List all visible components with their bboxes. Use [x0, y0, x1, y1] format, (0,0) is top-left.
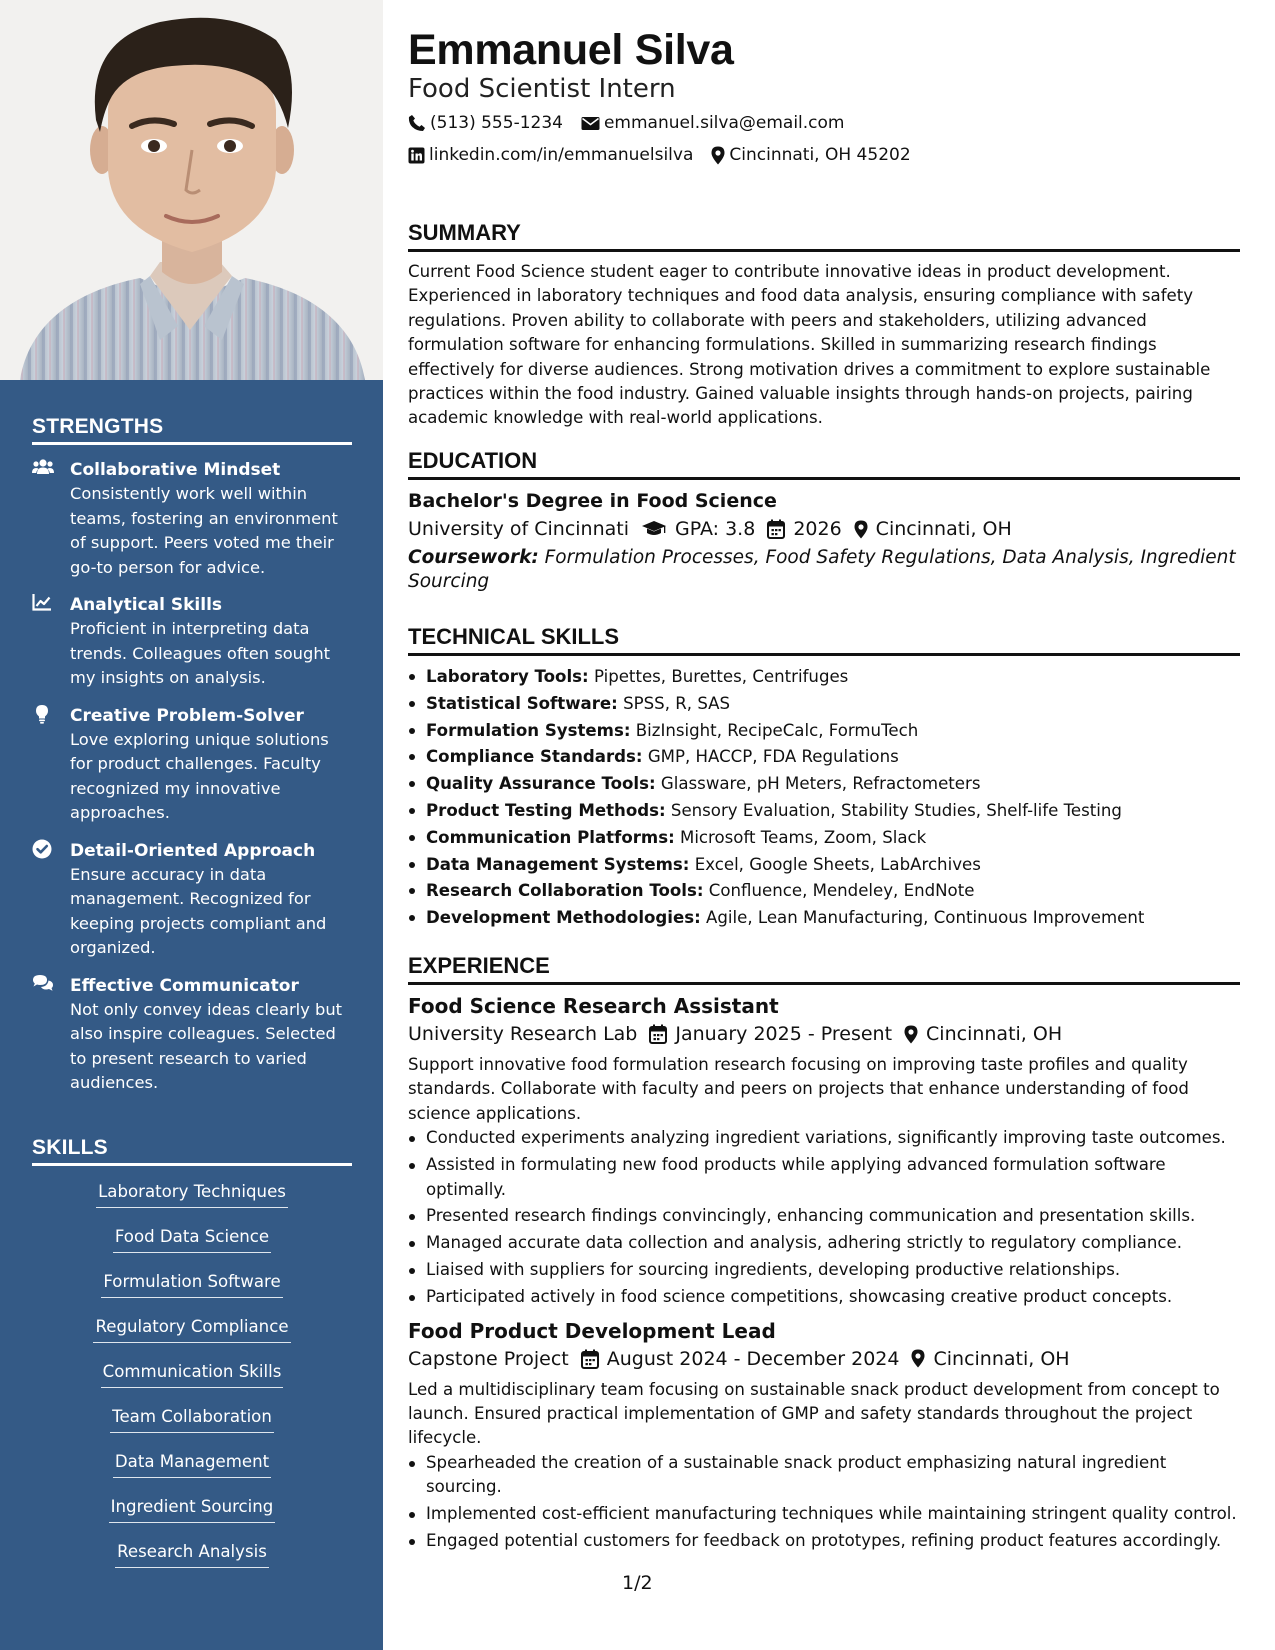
summary-heading: SUMMARY [408, 220, 1240, 252]
linkedin-link[interactable]: linkedin.com/in/emmanuelsilva [429, 145, 694, 165]
list-item: Conducted experiments analyzing ingredient variations, significantly improving taste outcomes. [408, 1126, 1240, 1150]
graduation-year: 2026 [793, 518, 842, 540]
coursework-label: Coursework: [408, 547, 539, 568]
strength-description: Love exploring unique solutions for product challenges. Faculty recognized my innovative approaches. [70, 729, 329, 822]
strength-item [32, 704, 352, 826]
job-meta [408, 1348, 1240, 1370]
chart-line-icon [32, 593, 54, 615]
education-meta [408, 518, 1240, 540]
users-icon [32, 458, 54, 480]
graduation-cap-icon [641, 520, 667, 538]
strength-title: Detail-Oriented Approach [70, 840, 316, 861]
list-item [408, 691, 1240, 718]
skill-tag: Laboratory Techniques [96, 1172, 288, 1208]
skill-category: Formulation Systems: [426, 720, 631, 740]
experience-section [408, 953, 1240, 1556]
skill-values: BizInsight, RecipeCalc, FormuTech [635, 720, 919, 740]
list-item [408, 825, 1240, 852]
contact-row [408, 113, 862, 133]
technical-skills-heading: TECHNICAL SKILLS [408, 624, 1240, 656]
strength-title: Effective Communicator [70, 975, 299, 996]
skill-values: SPSS, R, SAS [623, 693, 731, 713]
check-circle-icon [32, 839, 54, 861]
lightbulb-icon [32, 704, 54, 726]
job-dates: August 2024 - December 2024 [606, 1347, 900, 1370]
skill-tag: Ingredient Sourcing [109, 1487, 276, 1523]
calendar-icon [767, 519, 785, 539]
school-name: University of Cincinnati [408, 518, 630, 540]
experience-heading: EXPERIENCE [408, 953, 1240, 985]
job-bullets [408, 1451, 1240, 1554]
list-item: Managed accurate data collection and analysis, adhering strictly to regulatory compliance. [408, 1231, 1240, 1255]
skill-tag: Communication Skills [101, 1352, 284, 1388]
job-bullets [408, 1126, 1240, 1309]
strength-item [32, 458, 352, 580]
skill-category: Communication Platforms: [426, 827, 675, 847]
job-meta [408, 1023, 1240, 1045]
sidebar [0, 0, 383, 1650]
list-item [408, 771, 1240, 798]
email-link[interactable]: emmanuel.silva@email.com [603, 113, 845, 133]
job-summary: Led a multidisciplinary team focusing on sustainable snack product development from concept to launch. Ensured practical implementation of GMP and safety standards throughout the project lifecycle. [408, 1379, 1220, 1448]
strength-title: Creative Problem-Solver [70, 705, 304, 726]
map-pin-icon [911, 1349, 925, 1368]
coursework-list: Formulation Processes, Food Safety Regulations, Data Analysis, Ingredient Sourcing [408, 547, 1236, 592]
skill-tag: Formulation Software [101, 1262, 282, 1298]
education-section [408, 448, 1240, 594]
skill-values: Pipettes, Burettes, Centrifuges [593, 667, 849, 686]
calendar-icon [649, 1024, 667, 1044]
list-item [408, 878, 1240, 905]
skill-category: Research Collaboration Tools: [426, 881, 704, 901]
skill-values: Agile, Lean Manufacturing, Continuous Improvement [706, 908, 1145, 928]
list-item [408, 664, 1240, 691]
skill-values: Microsoft Teams, Zoom, Slack [680, 827, 927, 847]
skill-category: Quality Assurance Tools: [426, 774, 656, 794]
comments-icon [32, 974, 54, 996]
job-location: Cincinnati, OH [926, 1023, 1063, 1045]
job-organization: Capstone Project [408, 1347, 569, 1370]
skill-tag: Data Management [113, 1442, 271, 1478]
list-item [408, 744, 1240, 771]
linkedin-icon [408, 147, 425, 164]
job-summary: Support innovative food formulation research focusing on improving taste profiles and quality standards. Collaborate with faculty and peers on projects that enhance understanding of food science applications. [408, 1055, 1189, 1123]
list-item: Assisted in formulating new food products while applying advanced formulation software optimally. [408, 1153, 1240, 1202]
coursework [408, 546, 1240, 594]
summary-text: Current Food Science student eager to contribute innovative ideas in product development. Experienced in laboratory techniques and food data analysis, ensuring compliance with safety regulations. Proven ability to collaborate with peers and stakeholders, utilizing advanced formulation software for enhancing formulations. Skilled in summarizing research findings effectively for diverse audiences. Strong motivation drives a commitment to explore sustainable practices within the food industry. Gained valuable insights through hands-on projects, pairing academic knowledge with real-world applications. [408, 262, 1211, 428]
phone-icon [408, 114, 426, 132]
skills-list [32, 1172, 352, 1577]
list-item [408, 852, 1240, 879]
strength-description: Consistently work well within teams, fostering an environment of support. Peers voted me their go-to person for advice. [70, 484, 338, 577]
portrait-image [0, 0, 383, 380]
strength-title: Collaborative Mindset [70, 460, 281, 480]
location-contact [711, 145, 910, 165]
list-item [408, 718, 1240, 745]
skill-category: Laboratory Tools: [426, 667, 589, 686]
strength-description: Proficient in interpreting data trends. Colleagues often sought my insights on analysis. [70, 619, 331, 687]
list-item [408, 798, 1240, 825]
technical-skills-list [408, 664, 1240, 932]
phone-contact [408, 113, 563, 133]
skill-values: Glassware, pH Meters, Refractometers [660, 774, 981, 794]
profile-photo [0, 0, 383, 380]
job-dates: January 2025 - Present [675, 1023, 893, 1045]
page-number: 1/2 [622, 1572, 653, 1594]
list-item: Spearheaded the creation of a sustainable snack product emphasizing natural ingredient sourcing. [408, 1451, 1240, 1500]
education-heading: EDUCATION [408, 448, 1240, 480]
degree-title: Bachelor's Degree in Food Science [408, 490, 777, 512]
skill-tag: Food Data Science [113, 1217, 271, 1253]
skill-tag: Research Analysis [115, 1532, 269, 1568]
skill-values: Excel, Google Sheets, LabArchives [694, 854, 981, 874]
map-pin-icon [904, 1025, 918, 1044]
location-text: Cincinnati, OH 45202 [729, 145, 911, 165]
phone-text[interactable]: (513) 555-1234 [430, 113, 563, 133]
calendar-icon [581, 1349, 599, 1369]
linkedin-contact [408, 145, 693, 165]
skill-category: Development Methodologies: [426, 908, 701, 928]
strengths-section [32, 415, 352, 1096]
skill-values: Sensory Evaluation, Stability Studies, Shelf-life Testing [670, 800, 1122, 820]
skills-heading: SKILLS [32, 1136, 352, 1166]
skill-category: Statistical Software: [426, 693, 618, 713]
gpa-text: GPA: 3.8 [675, 518, 756, 540]
job-title: Food Product Development Lead [408, 1318, 776, 1343]
job-entry [408, 994, 1240, 1310]
job-title: Food Science Research Assistant [408, 994, 779, 1018]
skill-category: Data Management Systems: [426, 854, 690, 874]
contact-row-secondary [408, 145, 929, 165]
strength-item [32, 593, 352, 691]
strengths-heading: STRENGTHS [32, 415, 352, 445]
skill-tag: Team Collaboration [110, 1397, 274, 1433]
list-item: Presented research findings convincingly, enhancing communication and presentation skills. [408, 1204, 1240, 1228]
job-organization: University Research Lab [408, 1023, 638, 1045]
summary-section [408, 220, 1240, 431]
strength-description: Ensure accuracy in data management. Recognized for keeping projects compliant and organized. [70, 864, 327, 957]
job-location: Cincinnati, OH [933, 1347, 1070, 1370]
candidate-name: Emmanuel Silva [408, 26, 734, 74]
map-pin-icon [711, 146, 725, 165]
map-pin-icon [854, 520, 868, 539]
list-item: Implemented cost-efficient manufacturing techniques while maintaining stringent quality control. [408, 1502, 1240, 1526]
skills-section [32, 1136, 352, 1577]
skill-category: Product Testing Methods: [426, 800, 666, 820]
list-item: Engaged potential customers for feedback on prototypes, refining product features accordingly. [408, 1529, 1240, 1553]
school-location: Cincinnati, OH [875, 518, 1012, 540]
envelope-icon [581, 116, 600, 131]
strength-description: Not only convey ideas clearly but also inspire colleagues. Selected to present research to varied audiences. [70, 999, 343, 1092]
job-entry [408, 1319, 1240, 1554]
skill-values: GMP, HACCP, FDA Regulations [647, 747, 899, 767]
strength-title: Analytical Skills [70, 595, 223, 615]
skill-tag: Regulatory Compliance [93, 1307, 290, 1343]
list-item: Participated actively in food science competitions, showcasing creative product concepts. [408, 1285, 1240, 1309]
list-item [408, 905, 1240, 932]
strength-item [32, 974, 352, 1096]
technical-skills-section [408, 624, 1240, 932]
skill-values: Confluence, Mendeley, EndNote [708, 881, 975, 901]
candidate-role: Food Scientist Intern [408, 74, 676, 104]
list-item: Liaised with suppliers for sourcing ingredients, developing productive relationships. [408, 1258, 1240, 1282]
skill-category: Compliance Standards: [426, 747, 643, 767]
strength-item [32, 839, 352, 961]
email-contact [581, 113, 845, 133]
